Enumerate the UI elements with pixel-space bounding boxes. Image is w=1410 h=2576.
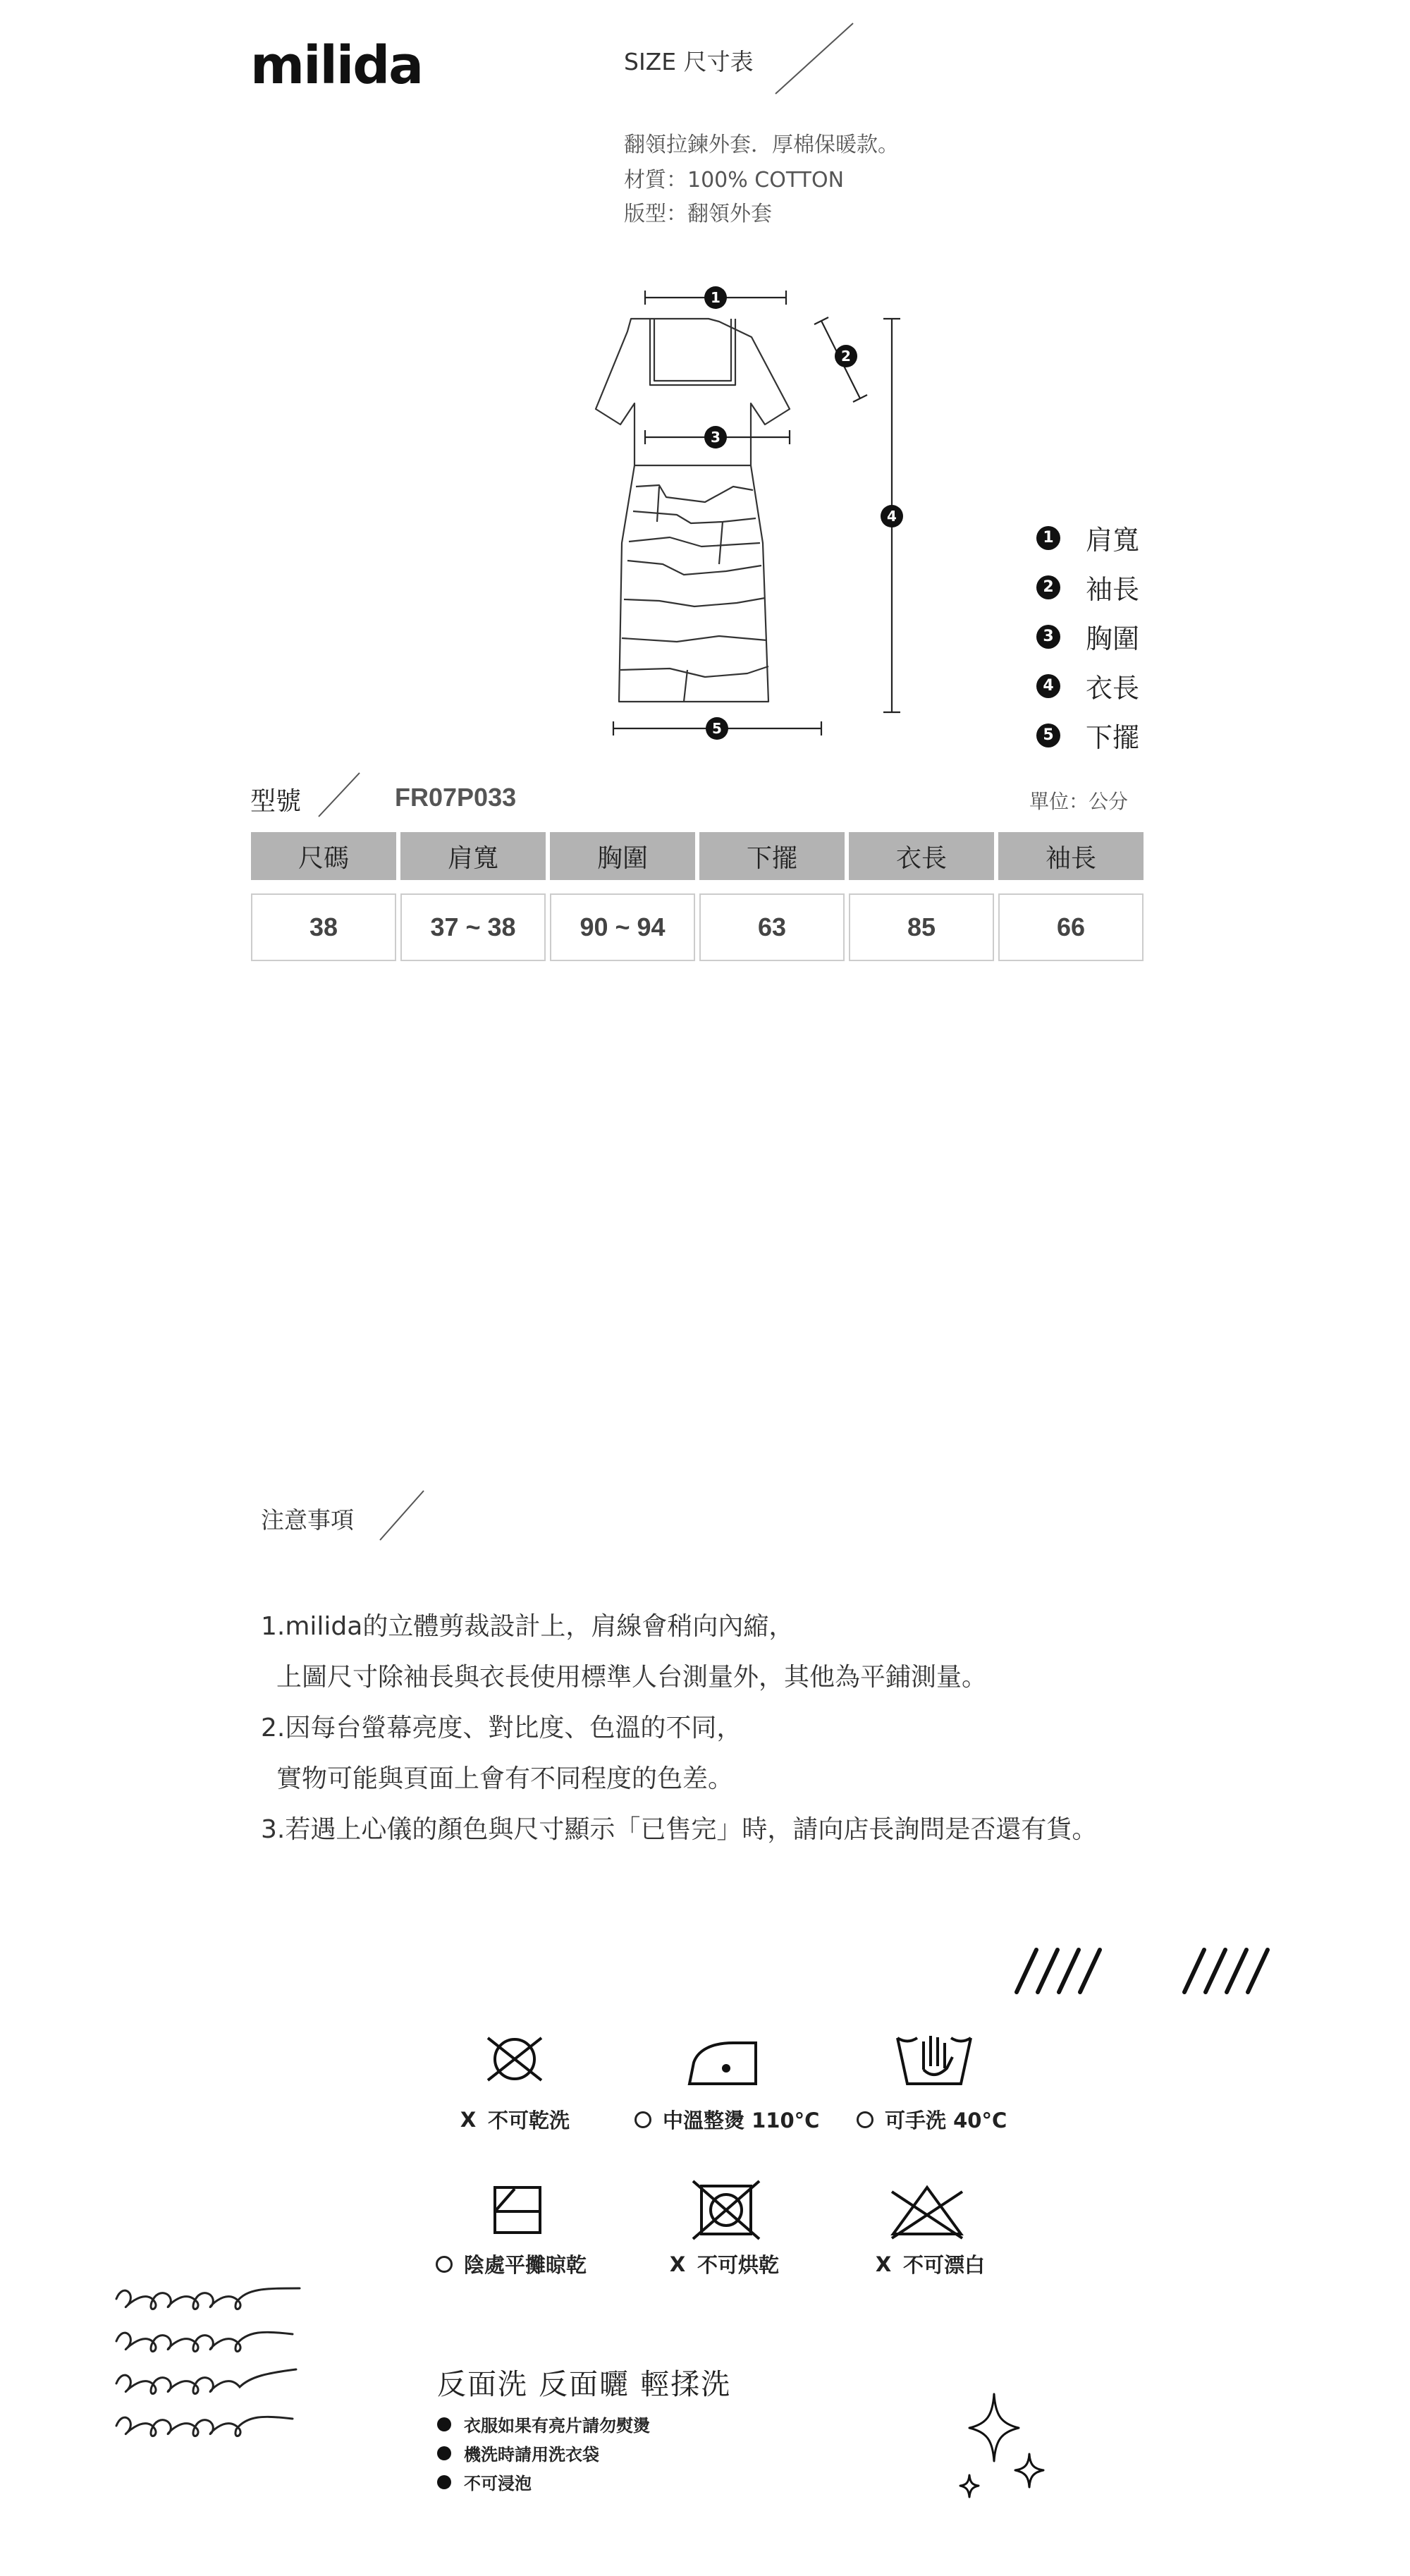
model-number: FR07P033	[395, 783, 517, 812]
circle-mark-icon	[857, 2111, 873, 2128]
marker-3-label: 3	[711, 429, 721, 446]
bullet-dot-icon	[437, 2475, 451, 2489]
care-label-dry-flat: 陰處平攤晾乾	[436, 2250, 587, 2278]
table-cell: 38	[251, 893, 396, 961]
wash-instructions-title: 反面洗 反面曬 輕揉洗	[437, 2367, 732, 2401]
model-label: 型號	[250, 787, 302, 816]
care-bullet: 不可浸泡	[437, 2470, 532, 2494]
no-dry-clean-icon	[479, 2031, 550, 2087]
table-header-cell: 胸圍	[550, 832, 695, 880]
legend-item: 3 胸圍	[1036, 617, 1139, 656]
table-header-cell: 肩寬	[400, 832, 546, 880]
sparkle-icon	[945, 2387, 1058, 2507]
fit-line: 版型：翻領外套	[624, 202, 772, 226]
no-bleach-icon	[885, 2179, 969, 2242]
tier-lines	[620, 465, 768, 702]
no-tumble-dry-icon	[687, 2175, 765, 2242]
care-mark: X	[875, 2252, 892, 2276]
table-cell: 66	[998, 893, 1144, 961]
note-line: 上圖尺寸除袖長與衣長使用標準人台測量外，其他為平鋪測量。	[276, 1663, 988, 1692]
garment-measurement-diagram	[578, 275, 931, 755]
dry-flat-shade-icon	[486, 2179, 550, 2242]
legend-item: 1 肩寬	[1036, 518, 1139, 557]
description-line: 翻領拉鍊外套．厚棉保暖款。	[624, 133, 899, 157]
title-slash-divider	[772, 20, 857, 97]
marker-5-label: 5	[712, 720, 722, 737]
care-mark: X	[460, 2107, 477, 2132]
brand-logo: milida	[250, 35, 423, 96]
loops-decoration	[109, 2278, 342, 2447]
square-neckline	[654, 319, 731, 381]
care-bullet: 衣服如果有亮片請勿熨燙	[437, 2412, 650, 2436]
table-cell: 63	[699, 893, 845, 961]
notes-slash-divider	[377, 1488, 427, 1543]
care-label-no-tumble-dry: X 不可烘乾	[666, 2250, 779, 2278]
material-line: 材質：100% COTTON	[624, 168, 845, 193]
table-header-cell: 衣長	[849, 832, 994, 880]
note-line: 1.milida的立體剪裁設計上，肩線會稍向內縮，	[261, 1612, 795, 1641]
note-line: 實物可能與頁面上會有不同程度的色差。	[276, 1764, 734, 1793]
circle-mark-icon	[436, 2256, 453, 2273]
table-header-cell: 尺碼	[251, 832, 396, 880]
circle-mark-icon	[634, 2111, 651, 2128]
notes-title: 注意事項	[261, 1506, 354, 1534]
bullet-dot-icon	[437, 2446, 451, 2460]
iron-icon	[684, 2034, 768, 2091]
model-slash-divider	[316, 770, 362, 819]
care-bullet: 機洗時請用洗衣袋	[437, 2441, 599, 2465]
dress-outline	[596, 319, 790, 702]
care-mark: X	[669, 2252, 686, 2276]
legend-item: 5 下擺	[1036, 716, 1139, 755]
hatch-decoration	[1008, 1943, 1290, 1999]
table-header-cell: 下擺	[699, 832, 845, 880]
care-label-hand-wash: 可手洗 40°C	[857, 2105, 1007, 2134]
note-line: 2.因每台螢幕亮度、對比度、色溫的不同，	[261, 1714, 742, 1742]
table-header-cell: 袖長	[998, 832, 1144, 880]
marker-1-label: 1	[711, 289, 721, 306]
table-cell: 37 ~ 38	[400, 893, 546, 961]
marker-4-label: 4	[887, 508, 897, 525]
legend-item: 4 衣長	[1036, 666, 1139, 705]
unit-label: 單位：公分	[1029, 790, 1129, 813]
table-cell: 85	[849, 893, 994, 961]
care-label-no-bleach: X 不可漂白	[872, 2250, 985, 2278]
care-label-iron: 中溫整燙 110°C	[634, 2105, 819, 2134]
hand-wash-icon	[892, 2027, 976, 2091]
size-chart-title: SIZE 尺寸表	[624, 48, 754, 75]
marker-2-label: 2	[841, 348, 851, 365]
bullet-dot-icon	[437, 2417, 451, 2431]
legend-item: 2 袖長	[1036, 568, 1139, 606]
table-cell: 90 ~ 94	[550, 893, 695, 961]
note-line: 3.若遇上心儀的顏色與尺寸顯示「已售完」時，請向店長詢問是否還有貨。	[261, 1815, 1098, 1844]
care-label-no-dry-clean: X 不可乾洗	[457, 2105, 570, 2134]
